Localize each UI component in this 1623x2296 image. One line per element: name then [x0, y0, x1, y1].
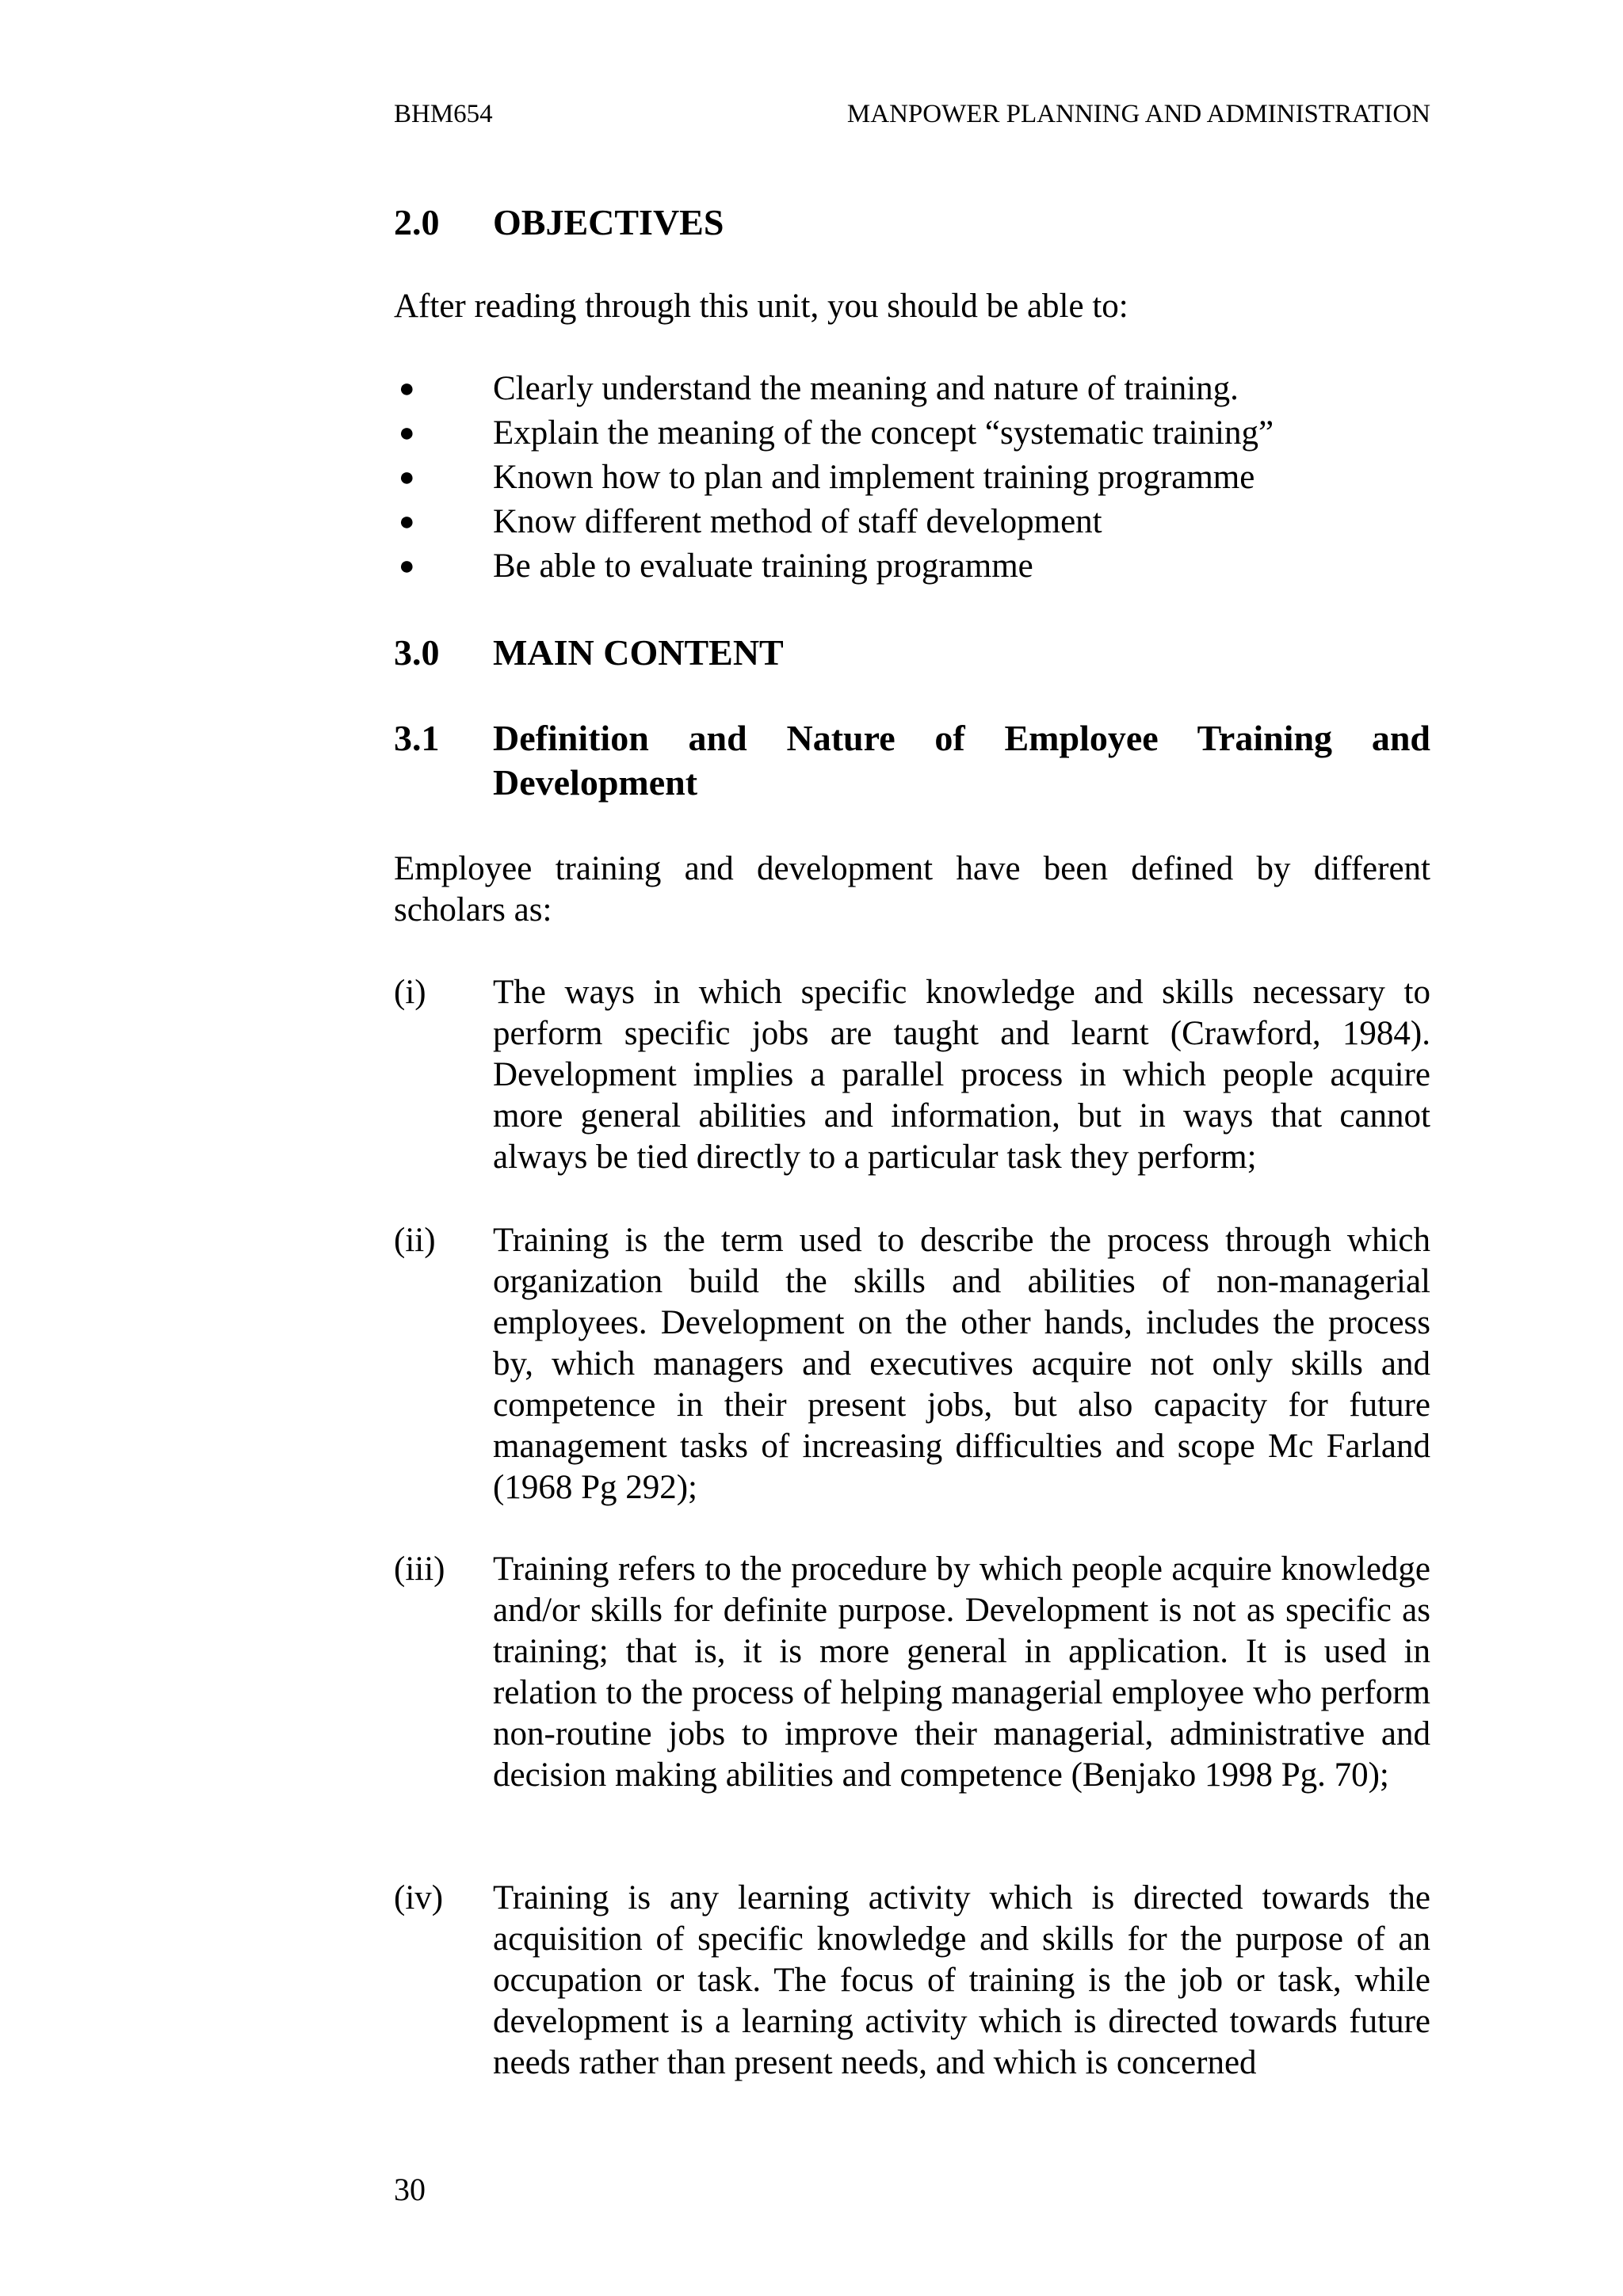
course-code: BHM654	[394, 100, 493, 128]
bullet-icon: ●	[399, 374, 415, 403]
objectives-heading	[394, 200, 724, 245]
bullet-icon: ●	[399, 551, 415, 581]
item-marker: (iv)	[394, 1879, 444, 1917]
definition-text: The ways in which specific knowledge and skills necessary to perform specific jobs are taught and learnt (Crawford, 1984). Development implies a parallel process in which people acquire more general abilities and information, but in ways that cannot always be tied directly to a particular task they perform;	[493, 974, 1430, 1176]
item-marker: (ii)	[394, 1222, 436, 1259]
subsection-title: Definition and Nature of Employee Training and Development	[493, 718, 1430, 803]
item-marker: (i)	[394, 974, 426, 1011]
section-number: 3.0	[394, 632, 440, 673]
running-header	[394, 98, 1430, 130]
main-content-heading	[394, 631, 784, 675]
list-item: ● Clearly understand the meaning and nature of training.	[394, 367, 1430, 411]
bullet-icon: ●	[399, 418, 415, 448]
course-title: MANPOWER PLANNING AND ADMINISTRATION	[846, 100, 1430, 128]
bullet-icon: ●	[399, 507, 415, 536]
objectives-intro: After reading through this unit, you should be able to:	[394, 288, 1128, 325]
definition-text: Training is the term used to describe the process through which organization build the skills and abilities of non-managerial employees. Development on the other hands, includes the process by, which managers and executives acquire not only skills and competence in their present jobs, but also capacity for future management tasks of increasing difficulties and scope Mc Farland (1968 Pg 292);	[493, 1222, 1430, 1506]
list-item: ● Be able to evaluate training programme	[394, 544, 1430, 589]
bullet-icon: ●	[399, 463, 415, 492]
page-number: 30	[394, 2172, 426, 2207]
list-item: ● Known how to plan and implement training programme	[394, 456, 1430, 500]
section-number: 2.0	[394, 202, 440, 242]
section-title: MAIN CONTENT	[493, 632, 784, 673]
subsection-number: 3.1	[394, 718, 440, 758]
definitions-intro: Employee training and development have been defined by different scholars as:	[394, 850, 1430, 929]
definition-text: Training refers to the procedure by which people acquire knowledge and/or skills for definite purpose. Development is not as specific as training; that is, it is more general in application. It is used in relation to the process of helping managerial employee who perform non-routine jobs to improve their managerial, administrative and decision making abilities and competence (Benjako 1998 Pg. 70);	[493, 1550, 1430, 1794]
definition-text: Training is any learning activity which is directed towards the acquisition of specific knowledge and skills for the purpose of an occupation or task. The focus of training is the job or task, while development is a learning activity which is directed towards future needs rather than present needs, and which is concerned	[493, 1879, 1430, 2081]
list-item: ● Know different method of staff development	[394, 500, 1430, 544]
section-title: OBJECTIVES	[493, 202, 724, 242]
item-marker: (iii)	[394, 1550, 445, 1588]
list-item: ● Explain the meaning of the concept “systematic training”	[394, 411, 1430, 456]
objectives-list	[394, 367, 1430, 589]
